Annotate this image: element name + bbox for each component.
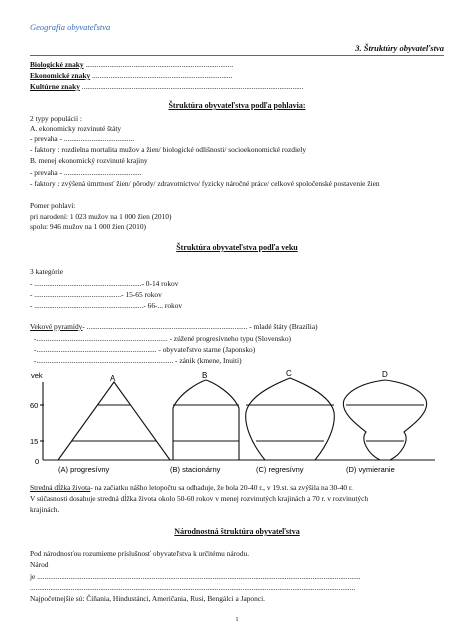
pyramid-caption: (A) progresívny (58, 465, 110, 474)
age-category: - ..........................................................- 0-14 rokov (30, 279, 179, 288)
gender-line: B. menej ekonomický rozvinuté krajiny (30, 156, 148, 165)
pyramid-d-shape (343, 380, 426, 460)
gender-line: A. ekonomicky rozvinuté štáty (30, 124, 122, 133)
pyramid-caption: (C) regresívny (256, 465, 304, 474)
nation-line: je ............................................................................................................................................................................... (30, 572, 361, 581)
pyramid-line: -................................................................. - obyvateľstvo starne (Japonsko) (34, 345, 256, 354)
y-axis-label: vek (31, 371, 43, 380)
gender-line: 2 typy populácií : (30, 114, 82, 123)
ratio-line: pri narodení: 1 023 mužov na 1 000 žien (2010) (30, 212, 172, 221)
sign-cultural (30, 82, 303, 91)
pyramids-row (30, 322, 318, 331)
page-number: 1 (235, 616, 239, 623)
sign-economic-line: ............................................................................ (90, 71, 233, 80)
nation-line: Pod národnosťou rozumieme príslušnosť obyvateľstva k určitému národu. (30, 549, 250, 558)
pyramid-caption: (B) stacionárny (170, 465, 221, 474)
sign-biological-label: Biologické znaky (30, 60, 84, 69)
sign-biological-line: ................................................................................ (83, 60, 234, 69)
pyramid-letter: C (286, 369, 292, 378)
pyramid-letter: D (382, 370, 388, 379)
pyramid-a-shape (58, 382, 170, 460)
pyramid-letter: B (202, 371, 208, 380)
sign-economic-label: Ekonomické znaky (30, 71, 91, 80)
sign-cultural-line: ........................................................................................................................ (79, 82, 304, 91)
pyramids-first: - ....................................................................................... - mladé štáty (Brazília) (82, 322, 318, 331)
gender-line: - prevaha - ...................................... (30, 134, 135, 143)
pyramid-line: -.......................................................................... - zánik (kmene, Inuiti) (34, 356, 242, 365)
age-heading: Štruktúra obyvateľstva podľa veku (176, 243, 298, 252)
header-divider (30, 55, 444, 56)
y-tick-label: 60 (30, 401, 39, 410)
pyramid-letter: A (110, 374, 116, 383)
y-tick-label: 15 (30, 437, 39, 446)
pyramids-label: Vekové pyramídy (30, 322, 83, 331)
life-text-1: - na začiatku nášho letopočtu sa odhaduje, že bola 20-40 r., v 19.st. sa zvýšila na 30-40 r. (90, 483, 353, 492)
nation-line: Najpočetnejšie sú: Číňania, Hindustánci, Američania, Rusi, Bengálci a Japonci. (30, 594, 266, 603)
age-intro: 3 kategórie (30, 267, 64, 276)
nation-line: ................................................................................................................................................................................ (30, 583, 356, 592)
life-line-1 (30, 483, 353, 492)
subject-title: Geografia obyvateľstva (30, 22, 111, 32)
age-category: - ...............................................- 15-65 rokov (30, 290, 162, 299)
life-term: Stredná dĺžka života (30, 483, 91, 492)
sign-economic (30, 71, 232, 80)
gender-line: - faktory : zvýšená úmrtnosť žien/ pôrody/ zdravotníctvo/ fyzicky náročné práce/ celkové spoločenské postavenie žien (30, 179, 380, 188)
age-category: - ...........................................................- 66-... rokov (30, 301, 183, 310)
gender-line: - prevaha - .......................................... (30, 168, 142, 177)
ratio-title: Pomer pohlaví: (30, 201, 76, 210)
pyramid-line: -....................................................................... - zúžené progresívneho typu (Slovensko) (34, 334, 291, 343)
y-tick-label: 0 (35, 457, 40, 466)
age-pyramids-diagram (30, 368, 444, 478)
chapter-title: 3. Štruktúry obyvateľstva (355, 43, 444, 53)
pyramid-b-shape (173, 380, 239, 460)
life-line-3: krajinách. (30, 505, 60, 514)
pyramid-caption: (D) vymieranie (346, 465, 395, 474)
life-line-2: V súčasnosti dosahuje stredná dĺžka života okolo 50-60 rokov v menej rozvinutých krajinách a 70 r. v rozvinutých (30, 494, 369, 503)
gender-heading: Štruktúra obyvateľstva podľa pohlavia: (168, 101, 306, 110)
nation-heading: Národnostná štruktúra obyvateľstva (174, 527, 300, 536)
sign-biological (30, 60, 233, 69)
ratio-line: spolu: 946 mužov na 1 000 žien (2010) (30, 222, 146, 231)
pyramid-c-shape (246, 378, 335, 460)
nation-line: Národ (30, 560, 49, 569)
sign-cultural-label: Kultúrne znaky (30, 82, 80, 91)
gender-line: - faktory : rozdielna mortalita mužov a žien/ biologické odlišnosti/ socioekonomické rozdiely (30, 145, 307, 154)
